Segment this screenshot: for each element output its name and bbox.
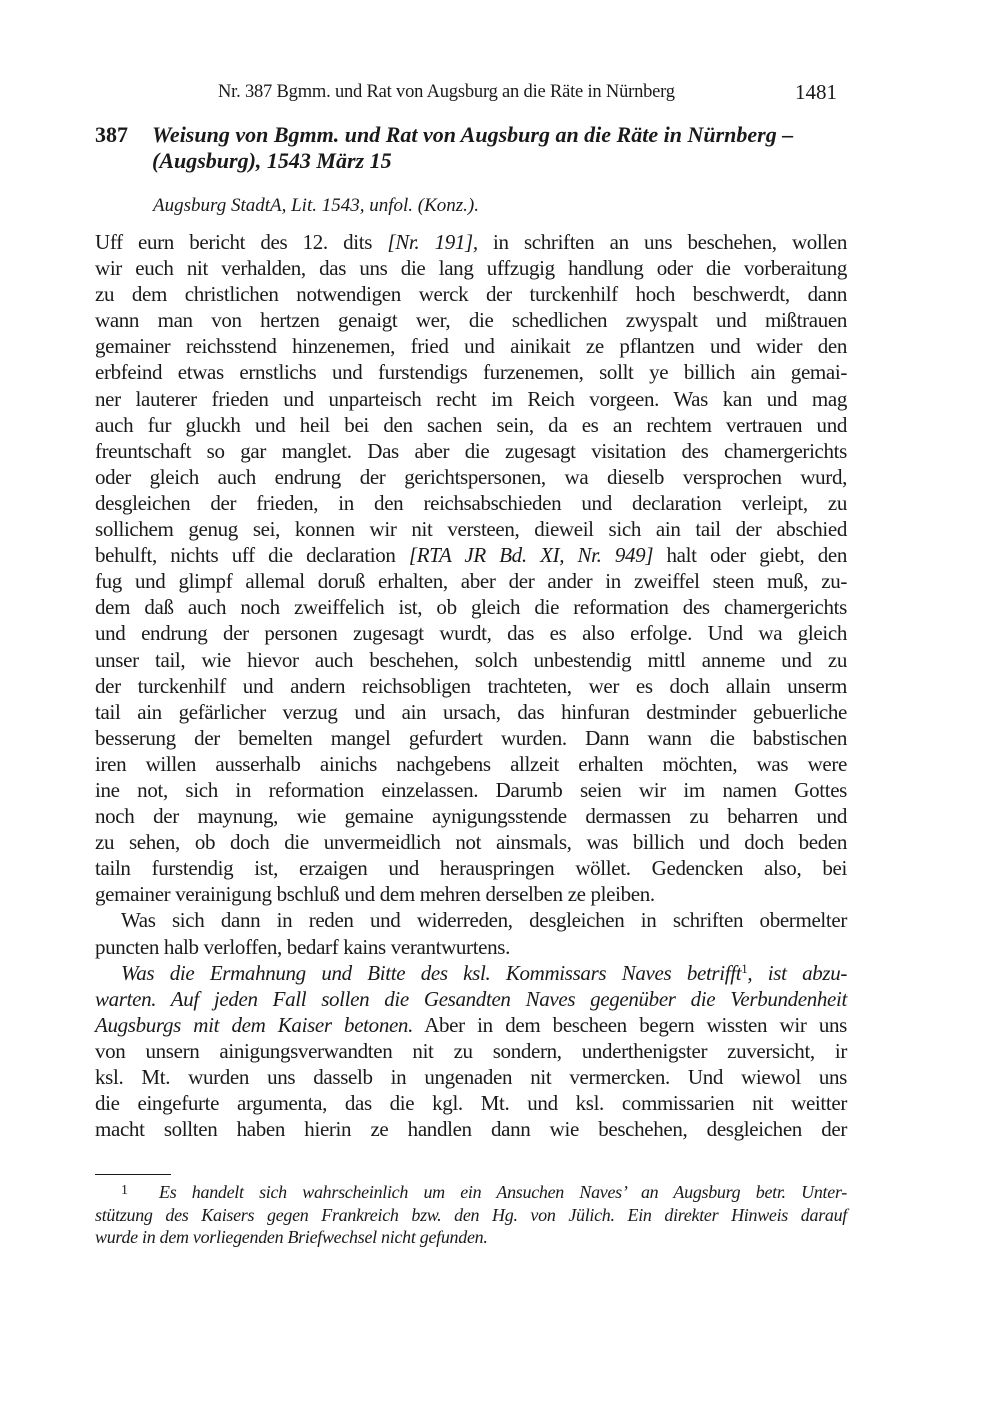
body-line: desgleichen der frieden, in den reichsabschieden und declaration verleipt, zu xyxy=(95,490,847,515)
body-line: zu sehen, ob doch die unvermeidlich not ainsmals, was billich und doch beden xyxy=(95,830,847,855)
cross-reference: [Nr. 191], xyxy=(387,230,478,254)
editorial-summary: Augsburgs mit dem Kaiser betonen. xyxy=(95,1012,413,1037)
running-title: Nr. 387 Bgmm. und Rat von Augsburg an die Räte in Nürnberg xyxy=(218,82,675,102)
body-line: gemainer verainigung bschluß und dem mehren derselben ze pleiben. xyxy=(95,882,655,907)
body-line: tailn furstendig ist, erzaigen und herauspringen wöllet. Gedencken also, bei xyxy=(95,856,847,881)
document-title xyxy=(152,122,852,174)
body-line: macht sollten haben hierin ze handlen dann wie beschehen, desgleichen der xyxy=(95,1117,847,1142)
document-body xyxy=(95,229,847,1142)
cross-reference: [RTA JR Bd. XI, Nr. 949] xyxy=(408,543,654,568)
footnote-line: wurde in dem vorliegenden Briefwechsel nicht gefunden. xyxy=(95,1227,488,1247)
body-line xyxy=(95,229,847,255)
body-line: sollichem genug sei, konnen wir nit versteen, dieweil sich ain tail der abschied xyxy=(95,517,847,542)
body-line xyxy=(95,542,847,568)
body-line: iren willen ausserhalb ainichs nachgebens allzeit erhalten möchten, was were xyxy=(95,751,847,776)
document-number: 387 xyxy=(95,122,128,147)
body-line: erbfeind etwas ernstlichs und furstendigs furzenemen, sollt ye billich ain gemai- xyxy=(95,360,847,385)
body-line: tail ain gefärlicher verzug und ain ursach, das hinfuran destminder gebuerliche xyxy=(95,699,847,724)
archival-source: Augsburg StadtA, Lit. 1543, unfol. (Konz.). xyxy=(153,195,480,216)
body-line: ine not, sich in reformation einzelassen. Darumb seien wir im namen Gottes xyxy=(95,777,847,802)
body-line: dem daß auch noch zweiffelich ist, ob gleich die reformation des chamergerichts xyxy=(95,595,847,620)
body-line: wir euch nit verhalden, das uns die lang uffzugig handlung oder die vorberaitung xyxy=(95,256,847,281)
title-line: (Augsburg), 1543 März 15 xyxy=(152,148,392,173)
text-run: Aber in dem bescheen begern wissten wir uns xyxy=(413,1012,848,1037)
body-line: Was sich dann in reden und widerreden, desgleichen in schriften obermelter xyxy=(121,908,847,933)
editorial-summary: warten. Auf jeden Fall sollen die Gesandten Naves gegenüber die Verbundenheit xyxy=(95,986,847,1011)
text-run: in schriften an uns beschehen, wollen xyxy=(477,230,848,254)
body-line xyxy=(95,1012,847,1038)
footnote-line xyxy=(95,1180,847,1204)
body-line xyxy=(95,960,847,986)
page-number: 1481 xyxy=(795,80,837,104)
running-head xyxy=(0,80,1004,110)
body-line: besserung der bemelten mangel gefurdert wurden. Dann wann die babstischen xyxy=(95,725,847,750)
body-line: oder gleich auch endrung der gerichtspersonen, wa dieselb versprochen wurd, xyxy=(95,464,847,489)
body-line: wann man von hertzen genaigt wer, die schedlichen zwyspalt und mißtrauen xyxy=(95,308,847,333)
body-line: ner lauterer frieden und unparteisch recht im Reich vorgeen. Was kan und mag xyxy=(95,386,847,411)
title-line: Weisung von Bgmm. und Rat von Augsburg an die Räte in Nürnberg – xyxy=(152,122,794,147)
body-line: zu dem christlichen notwendigen werck der turckenhilf hoch beschwerdt, dann xyxy=(95,282,847,307)
body-line: von unsern ainigungsverwandten nit zu sondern, underthenigster zuversicht, ir xyxy=(95,1038,847,1063)
body-line: unser tail, wie hievor auch beschehen, solch unbestendig mittl anneme und zu xyxy=(95,647,847,672)
body-line: der turckenhilf und andern reichsobligen trachteten, wer es doch allain unserm xyxy=(95,673,847,698)
footnote-text: Es handelt sich wahrscheinlich um ein Ansuchen Naves’ an Augsburg betr. Unter- xyxy=(159,1182,847,1202)
body-line: auch fur gluckh und heil bei den sachen sein, da es an rechtem vertrauen und xyxy=(95,412,847,437)
footnote-line: stützung des Kaisers gegen Frankreich bzw. den Hg. von Jülich. Ein direkter Hinweis darauf xyxy=(95,1204,847,1225)
body-line: ksl. Mt. wurden uns dasselb in ungenaden nit vermercken. Und wiewol uns xyxy=(95,1065,847,1089)
footnote-reference[interactable]: 1 xyxy=(741,960,748,976)
editorial-summary: Was die Ermahnung und Bitte des ksl. Kommissars Naves betrifft xyxy=(121,960,742,985)
body-line: die eingefurte argumenta, das die kgl. Mt. und ksl. commissarien nit weitter xyxy=(95,1091,847,1116)
text-run: Uff eurn bericht des 12. dits xyxy=(95,230,388,254)
body-line: gemainer reichsstend hinzenemen, fried und ainikait ze pflantzen und wider den xyxy=(95,334,847,359)
footnote-marker: 1 xyxy=(121,1183,128,1198)
body-line: noch der maynung, wie gemaine aynigungsstende dermassen zu beharren und xyxy=(95,804,847,829)
footnotes xyxy=(95,1180,847,1249)
body-line: fug und glimpf allemal doruß erhalten, aber der ander in zweiffel steen muß, zu- xyxy=(95,569,847,594)
body-line xyxy=(95,986,847,1012)
text-run: behulft, nichts uff die declaration xyxy=(95,543,409,568)
text-run: halt oder giebt, den xyxy=(653,543,847,568)
editorial-summary: , ist abzu- xyxy=(747,960,847,985)
body-line: freuntschaft so gar manglet. Das aber die zugesagt visitation des chamergerichts xyxy=(95,438,847,463)
footnote-separator xyxy=(95,1174,171,1175)
body-line: puncten halb verloffen, bedarf kains verantwurtens. xyxy=(95,934,511,959)
body-line: und endrung der personen zugesagt wurdt, das es also erfolge. Und wa gleich xyxy=(95,621,847,646)
